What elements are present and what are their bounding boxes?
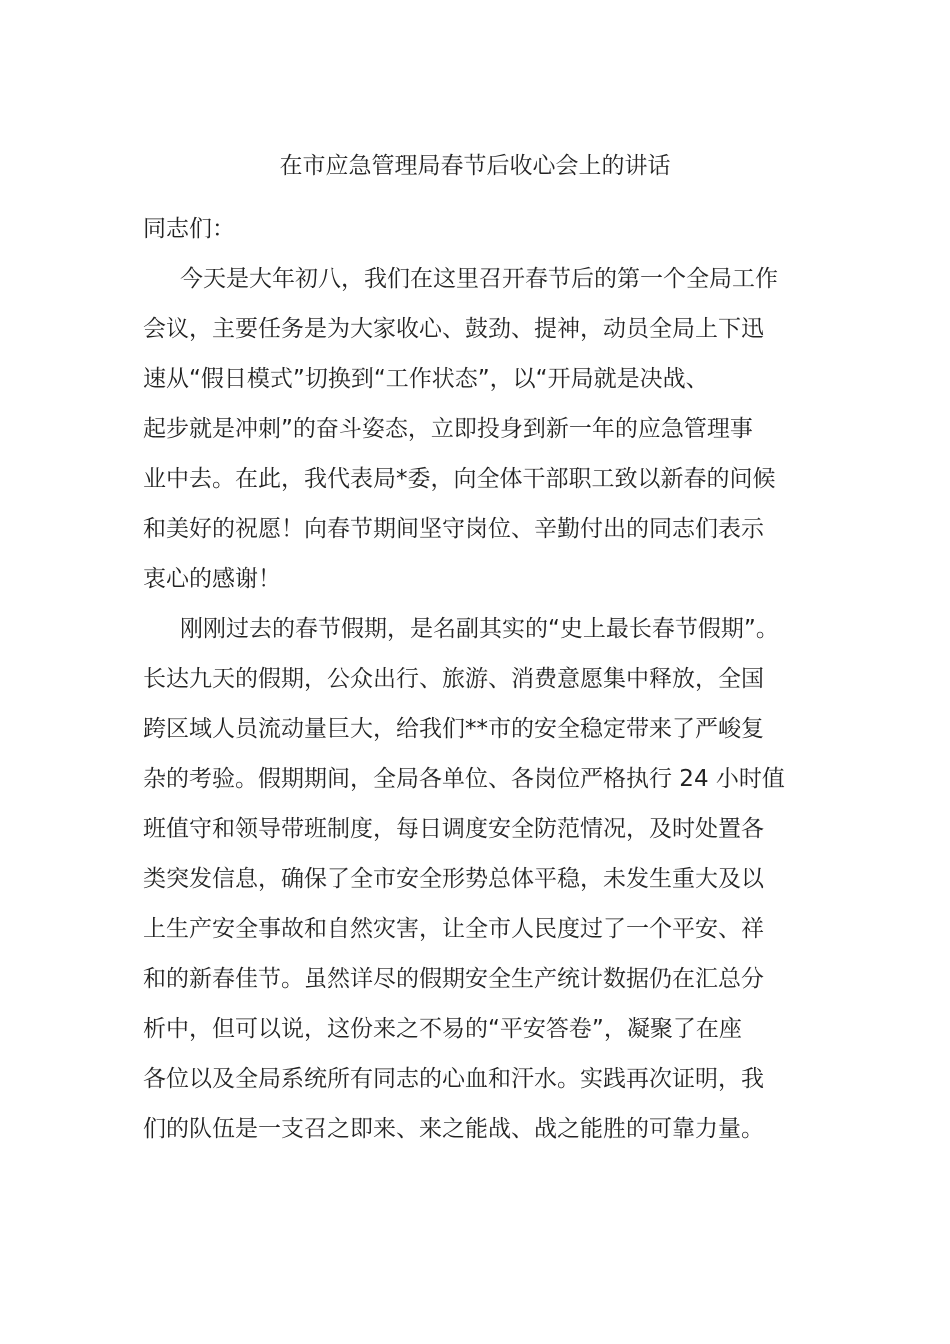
- paragraph-line: 类突发信息，确保了全市安全形势总体平稳，未发生重大及以: [143, 866, 764, 892]
- paragraph-line: 班值守和领导带班制度，每日调度安全防范情况，及时处置各: [143, 816, 764, 842]
- paragraph-line: 析中，但可以说，这份来之不易的“平安答卷”，凝聚了在座: [143, 1016, 742, 1042]
- document-body: [143, 204, 811, 1154]
- paragraph-line: 上生产安全事故和自然灾害，让全市人民度过了一个平安、祥: [143, 916, 764, 942]
- paragraph-line: 速从“假日模式”切换到“工作状态”，以“开局就是决战、: [143, 366, 709, 392]
- paragraph-line: 各位以及全局系统所有同志的心血和汗水。实践再次证明，我: [143, 1066, 764, 1092]
- document-title: 在市应急管理局春节后收心会上的讲话: [279, 153, 671, 179]
- paragraph-line: 起步就是冲刺”的奋斗姿态，立即投身到新一年的应急管理事: [143, 416, 753, 442]
- paragraph-line: 跨区域人员流动量巨大，给我们**市的安全稳定带来了严峻复: [143, 716, 764, 742]
- paragraph-line: 会议，主要任务是为大家收心、鼓劲、提神，动员全局上下迅: [143, 316, 764, 342]
- paragraph-line: 杂的考验。假期期间，全局各单位、各岗位严格执行 24 小时值: [143, 766, 785, 792]
- paragraph-line: 长达九天的假期，公众出行、旅游、消费意愿集中释放，全国: [143, 666, 764, 692]
- paragraph-line: 和的新春佳节。虽然详尽的假期安全生产统计数据仍在汇总分: [143, 966, 764, 992]
- paragraph-line: 刚刚过去的春节假期，是名副其实的“史上最长春节假期”。: [180, 616, 779, 642]
- paragraph-line: 衷心的感谢！: [143, 566, 281, 592]
- paragraph-line: 今天是大年初八，我们在这里召开春节后的第一个全局工作: [180, 266, 778, 292]
- paragraph-line: 们的队伍是一支召之即来、来之能战、战之能胜的可靠力量。: [143, 1116, 764, 1142]
- paragraph-2: [143, 604, 811, 1154]
- paragraph-line: 业中去。在此，我代表局*委，向全体干部职工致以新春的问候: [143, 466, 776, 492]
- paragraph-line: 和美好的祝愿！向春节期间坚守岗位、辛勤付出的同志们表示: [143, 516, 764, 542]
- salutation: 同志们：: [143, 216, 235, 242]
- paragraph-1: [143, 254, 811, 604]
